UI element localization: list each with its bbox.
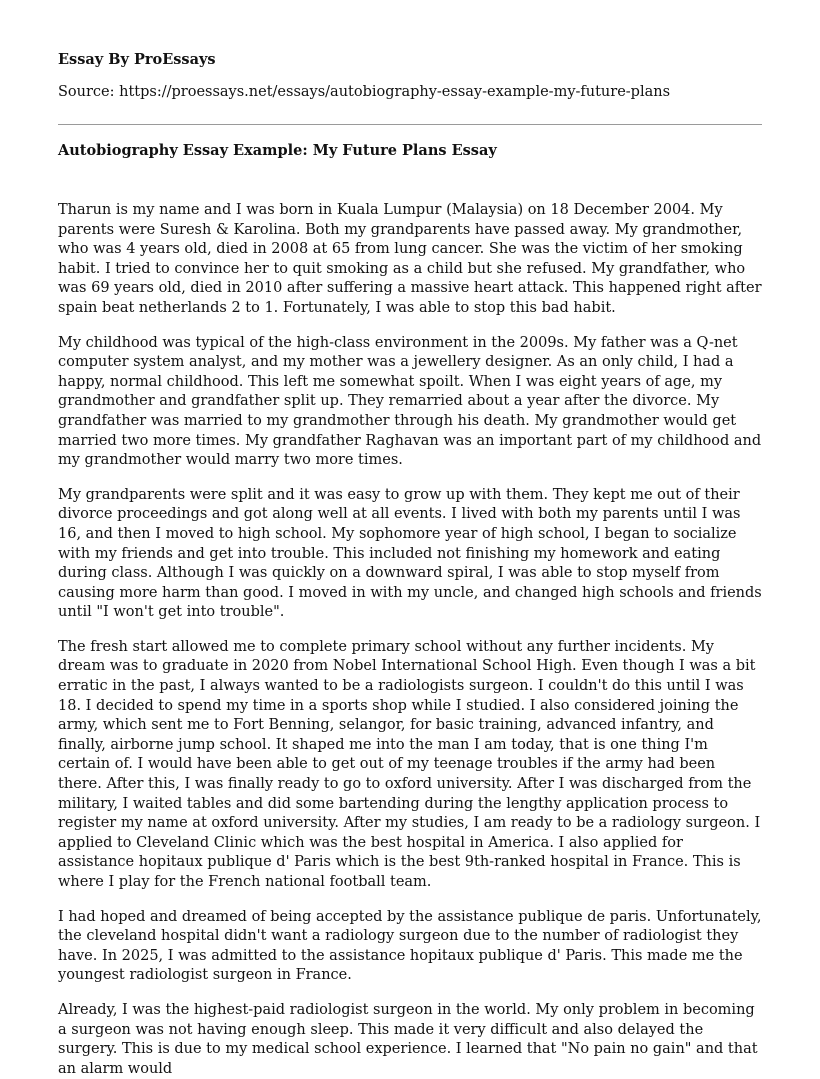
essay-paragraph: My grandparents were split and it was easy to grow up with them. They kept me out of their divorce proceedings and got along well at all events. I lived with both my parents until I was 16, and then I moved to high school. My sophomore year of high school, I began to socialize with my friends and get into trouble. This included not finishing my homework and eating during class. Although I was quickly on a downward spiral, I was able to stop myself from causing more harm than good. I moved in with my uncle, and changed high schools and friends until "I won't get into trouble". bbox=[58, 486, 762, 621]
essay-paragraph: My childhood was typical of the high-class environment in the 2009s. My father was a Q-net computer system analyst, and my mother was a jewellery designer. As an only child, I had a happy, normal childhood. This left me somewhat spoilt. When I was eight years of age, my grandmother and grandfather split up. They remarried about a year after the divorce. My grandfather was married to my grandmother through his death. My grandmother would get married two more times. My grandfather Raghavan was an important part of my childhood and my grandmother would marry two more times. bbox=[58, 334, 762, 469]
publisher-title: Essay By ProEssays bbox=[58, 51, 216, 68]
essay-paragraph: I had hoped and dreamed of being accepted by the assistance publique de paris. Unfortunately, the cleveland hospital didn't want a radiology surgeon due to the number of radiologist they have. In 2025, I was admitted to the assistance hopitaux publique d' Paris. This made me the youngest radiologist surgeon in France. bbox=[58, 908, 762, 984]
essay-body bbox=[58, 201, 762, 1079]
essay-paragraph: Tharun is my name and I was born in Kuala Lumpur (Malaysia) on 18 December 2004. My parents were Suresh & Karolina. Both my grandparents have passed away. My grandmother, who was 4 years old, died in 2008 at 65 from lung cancer. She was the victim of her smoking habit. I tried to convince her to quit smoking as a child but she refused. My grandfather, who was 69 years old, died in 2010 after suffering a massive heart attack. This happened right after spain beat netherlands 2 to 1. Fortunately, I was able to stop this bad habit. bbox=[58, 202, 762, 316]
essay-paragraph: The fresh start allowed me to complete primary school without any further incidents. My dream was to graduate in 2020 from Nobel International School High. Even though I was a bit erratic in the past, I always wanted to be a radiologists surgeon. I couldn't do this until I was 18. I decided to spend my time in a sports shop while I studied. I also considered joining the army, which sent me to Fort Benning, selangor, for basic training, advanced infantry, and finally, airborne jump school. It shaped me into the man I am today, that is one thing I'm certain of. I would have been able to get out of my teenage troubles if the army had been there. After this, I was finally ready to go to oxford university. After I was discharged from the military, I waited tables and did some bartending during the lengthy application process to register my name at oxford university. After my studies, I am ready to be a radiology surgeon. I applied to Cleveland Clinic which was the best hospital in America. I also applied for assistance hopitaux publique d' Paris which is the best 9th-ranked hospital in France. This is where I play for the French national football team. bbox=[58, 638, 761, 890]
header-divider bbox=[58, 124, 762, 125]
essay-paragraph: Already, I was the highest-paid radiologist surgeon in the world. My only problem in becoming a surgeon was not having enough sleep. This made it very difficult and also delayed the surgery. This is due to my medical school experience. I learned that "No pain no gain" and that an alarm would bbox=[58, 1001, 758, 1077]
essay-title: Autobiography Essay Example: My Future Plans Essay bbox=[58, 142, 497, 159]
source-url: Source: https://proessays.net/essays/autobiography-essay-example-my-future-plans bbox=[58, 84, 671, 100]
